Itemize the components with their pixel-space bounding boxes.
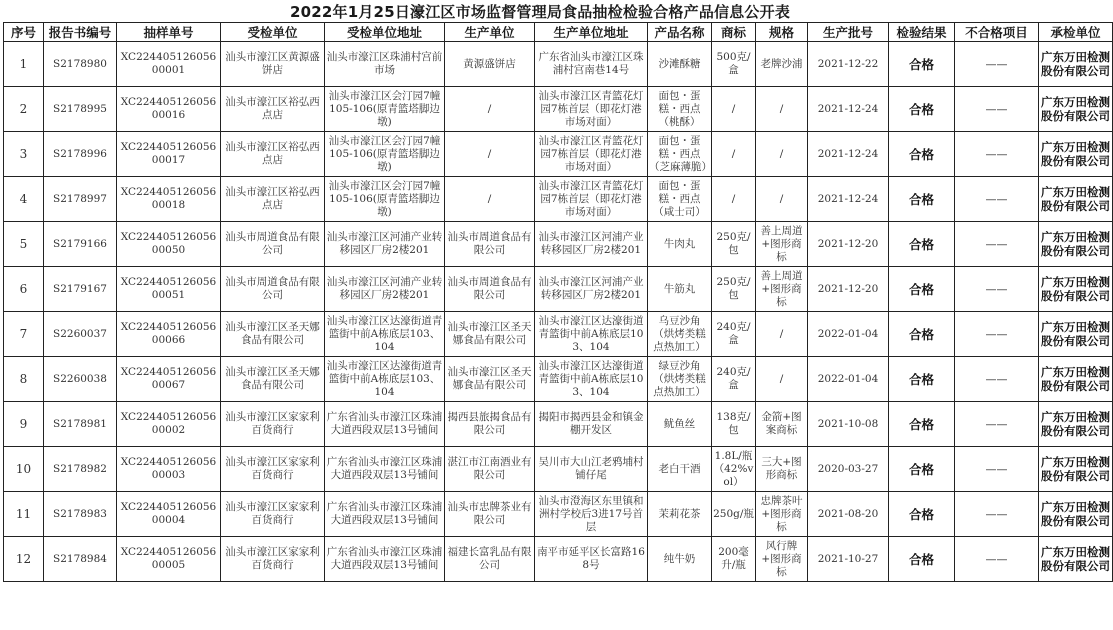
cell-product-name: 面包・蛋糕・西点（咸士司） [648, 177, 712, 222]
cell-batch-date: 2021-12-20 [808, 267, 889, 312]
cell-spec: 善上周道+图形商标 [756, 222, 808, 267]
cell-batch-date: 2022-01-04 [808, 312, 889, 357]
table-row [4, 177, 1113, 222]
cell-brand: 250克/包 [712, 222, 756, 267]
cell-brand: 138克/包 [712, 402, 756, 447]
cell-sample-no: XC22440512605600066 [117, 312, 221, 357]
cell-batch-date: 2021-10-08 [808, 402, 889, 447]
cell-inspected-unit: 汕头市濠江区裕弘西点店 [221, 177, 325, 222]
cell-product-name: 老白干酒 [648, 447, 712, 492]
cell-manufacturer-address: 汕头市濠江区青篮花灯园7栋首层（即花灯港市场对面） [535, 177, 648, 222]
cell-row-index: 2 [4, 87, 44, 132]
header-row [4, 23, 1113, 42]
cell-fail-items: —— [955, 132, 1039, 177]
cell-lab: 广东万田检测股份有限公司 [1039, 267, 1113, 312]
cell-batch-date: 2021-08-20 [808, 492, 889, 537]
cell-inspected-unit: 汕头市濠江区裕弘西点店 [221, 87, 325, 132]
cell-fail-items: —— [955, 222, 1039, 267]
cell-inspected-address: 汕头市濠江区达濠街道青篮街中前A栋底层103、104 [325, 312, 445, 357]
cell-sample-no: XC22440512605600005 [117, 537, 221, 582]
cell-batch-date: 2021-12-24 [808, 132, 889, 177]
cell-manufacturer-address: 汕头市濠江区河浦产业转移园区厂房2楼201 [535, 222, 648, 267]
cell-batch-date: 2021-10-27 [808, 537, 889, 582]
table-title: 2022年1月25日濠江区市场监督管理局食品抽检检验合格产品信息公开表 [289, 3, 791, 21]
cell-manufacturer-address: 广东省汕头市濠江区珠浦村宫南巷14号 [535, 42, 648, 87]
table-row [4, 537, 1113, 582]
cell-product-name: 面包・蛋糕・西点（芝麻薄脆） [648, 132, 712, 177]
cell-result: 合格 [889, 177, 955, 222]
cell-batch-date: 2020-03-27 [808, 447, 889, 492]
cell-row-index: 5 [4, 222, 44, 267]
inspection-table [3, 22, 1113, 582]
cell-manufacturer: 汕头市周道食品有限公司 [445, 222, 535, 267]
cell-fail-items: —— [955, 402, 1039, 447]
table-row [4, 447, 1113, 492]
cell-inspected-address: 广东省汕头市濠江区珠浦大道西段双层13号铺间 [325, 447, 445, 492]
cell-inspected-address: 汕头市濠江区会汀园7幢105-106(原青篮塔脚边墩) [325, 87, 445, 132]
cell-product-name: 乌豆沙角（烘烤类糕点热加工） [648, 312, 712, 357]
cell-batch-date: 2021-12-24 [808, 177, 889, 222]
cell-result: 合格 [889, 402, 955, 447]
cell-manufacturer: 汕头市周道食品有限公司 [445, 267, 535, 312]
cell-spec: 风行牌+图形商标 [756, 537, 808, 582]
cell-product-name: 茉莉花茶 [648, 492, 712, 537]
cell-inspected-unit: 汕头市濠江区家家利百货商行 [221, 492, 325, 537]
cell-manufacturer: 黄源盛饼店 [445, 42, 535, 87]
cell-product-name: 牛筋丸 [648, 267, 712, 312]
cell-fail-items: —— [955, 537, 1039, 582]
cell-result: 合格 [889, 222, 955, 267]
table-row [4, 132, 1113, 177]
cell-fail-items: —— [955, 312, 1039, 357]
cell-brand: / [712, 177, 756, 222]
cell-manufacturer: 福建长富乳品有限公司 [445, 537, 535, 582]
cell-manufacturer: 汕头市濠江区圣天娜食品有限公司 [445, 312, 535, 357]
cell-spec: 善上周道+图形商标 [756, 267, 808, 312]
cell-result: 合格 [889, 537, 955, 582]
cell-lab: 广东万田检测股份有限公司 [1039, 177, 1113, 222]
cell-result: 合格 [889, 267, 955, 312]
cell-manufacturer-address: 揭阳市揭西县金和镇金棚开发区 [535, 402, 648, 447]
cell-row-index: 12 [4, 537, 44, 582]
cell-inspected-address: 汕头市濠江区珠浦村宫前市场 [325, 42, 445, 87]
cell-manufacturer-address: 汕头市濠江区青篮花灯园7栋首层（即花灯港市场对面） [535, 87, 648, 132]
cell-manufacturer: 湛江市江南酒业有限公司 [445, 447, 535, 492]
cell-inspected-unit: 汕头市濠江区圣天娜食品有限公司 [221, 312, 325, 357]
header-col-lab: 承检单位 [1039, 23, 1113, 42]
cell-fail-items: —— [955, 492, 1039, 537]
cell-lab: 广东万田检测股份有限公司 [1039, 402, 1113, 447]
cell-brand: 250g/瓶 [712, 492, 756, 537]
table-row [4, 492, 1113, 537]
header-col-manufacturer: 生产单位 [445, 23, 535, 42]
cell-manufacturer-address: 汕头市濠江区青篮花灯园7栋首层（即花灯港市场对面） [535, 132, 648, 177]
cell-result: 合格 [889, 132, 955, 177]
cell-lab: 广东万田检测股份有限公司 [1039, 42, 1113, 87]
cell-lab: 广东万田检测股份有限公司 [1039, 132, 1113, 177]
cell-sample-no: XC22440512605600004 [117, 492, 221, 537]
table-row [4, 222, 1113, 267]
cell-report-no: S2260038 [44, 357, 117, 402]
table-row [4, 357, 1113, 402]
cell-report-no: S2178984 [44, 537, 117, 582]
cell-manufacturer: 揭西县旅揭食品有限公司 [445, 402, 535, 447]
cell-sample-no: XC22440512605600002 [117, 402, 221, 447]
cell-sample-no: XC22440512605600017 [117, 132, 221, 177]
cell-spec: / [756, 357, 808, 402]
cell-batch-date: 2021-12-24 [808, 87, 889, 132]
cell-fail-items: —— [955, 357, 1039, 402]
cell-manufacturer-address: 汕头市濠江区达濠街道青篮街中前A栋底层103、104 [535, 357, 648, 402]
table-row [4, 312, 1113, 357]
cell-manufacturer: / [445, 87, 535, 132]
cell-spec: 忠牌茶叶+图形商标 [756, 492, 808, 537]
cell-manufacturer-address: 吴川市大山江老鸦埔村铺仔尾 [535, 447, 648, 492]
cell-report-no: S2179167 [44, 267, 117, 312]
cell-inspected-address: 汕头市濠江区河浦产业转移园区厂房2楼201 [325, 222, 445, 267]
cell-brand: / [712, 87, 756, 132]
cell-report-no: S2178995 [44, 87, 117, 132]
cell-manufacturer: / [445, 177, 535, 222]
cell-report-no: S2178982 [44, 447, 117, 492]
cell-row-index: 6 [4, 267, 44, 312]
cell-report-no: S2178997 [44, 177, 117, 222]
table-row [4, 402, 1113, 447]
cell-lab: 广东万田检测股份有限公司 [1039, 537, 1113, 582]
table-body [4, 42, 1113, 582]
cell-manufacturer: / [445, 132, 535, 177]
cell-sample-no: XC22440512605600051 [117, 267, 221, 312]
cell-product-name: 鱿鱼丝 [648, 402, 712, 447]
cell-sample-no: XC22440512605600018 [117, 177, 221, 222]
cell-fail-items: —— [955, 447, 1039, 492]
cell-fail-items: —— [955, 87, 1039, 132]
cell-brand: 240克/盒 [712, 357, 756, 402]
cell-inspected-unit: 汕头市周道食品有限公司 [221, 267, 325, 312]
cell-result: 合格 [889, 447, 955, 492]
cell-inspected-unit: 汕头市濠江区黄源盛饼店 [221, 42, 325, 87]
cell-lab: 广东万田检测股份有限公司 [1039, 87, 1113, 132]
cell-brand: 500克/盒 [712, 42, 756, 87]
cell-sample-no: XC22440512605600001 [117, 42, 221, 87]
cell-row-index: 10 [4, 447, 44, 492]
cell-manufacturer: 汕头市忠牌茶业有限公司 [445, 492, 535, 537]
cell-fail-items: —— [955, 267, 1039, 312]
cell-brand: / [712, 132, 756, 177]
header-col-index: 序号 [4, 23, 44, 42]
table-row [4, 267, 1113, 312]
cell-row-index: 3 [4, 132, 44, 177]
cell-result: 合格 [889, 87, 955, 132]
cell-inspected-unit: 汕头市濠江区家家利百货商行 [221, 402, 325, 447]
cell-row-index: 4 [4, 177, 44, 222]
cell-row-index: 8 [4, 357, 44, 402]
cell-lab: 广东万田检测股份有限公司 [1039, 312, 1113, 357]
header-col-product-name: 产品名称 [648, 23, 712, 42]
cell-sample-no: XC22440512605600067 [117, 357, 221, 402]
cell-result: 合格 [889, 312, 955, 357]
cell-report-no: S2178980 [44, 42, 117, 87]
cell-row-index: 1 [4, 42, 44, 87]
header-col-sample-no: 抽样单号 [117, 23, 221, 42]
cell-sample-no: XC22440512605600003 [117, 447, 221, 492]
cell-row-index: 9 [4, 402, 44, 447]
cell-inspected-address: 广东省汕头市濠江区珠浦大道西段双层13号铺间 [325, 492, 445, 537]
header-col-fail-items: 不合格项目 [955, 23, 1039, 42]
cell-report-no: S2179166 [44, 222, 117, 267]
cell-manufacturer-address: 汕头市濠江区达濠街道青篮街中前A栋底层103、104 [535, 312, 648, 357]
cell-lab: 广东万田检测股份有限公司 [1039, 222, 1113, 267]
cell-batch-date: 2021-12-20 [808, 222, 889, 267]
cell-inspected-address: 汕头市濠江区河浦产业转移园区厂房2楼201 [325, 267, 445, 312]
cell-lab: 广东万田检测股份有限公司 [1039, 492, 1113, 537]
cell-product-name: 牛肉丸 [648, 222, 712, 267]
cell-inspected-address: 汕头市濠江区达濠街道青篮街中前A栋底层103、104 [325, 357, 445, 402]
cell-fail-items: —— [955, 42, 1039, 87]
cell-brand: 200毫升/瓶 [712, 537, 756, 582]
cell-spec: / [756, 177, 808, 222]
cell-inspected-unit: 汕头市周道食品有限公司 [221, 222, 325, 267]
cell-product-name: 绿豆沙角（烘烤类糕点热加工） [648, 357, 712, 402]
header-col-manufacturer-address: 生产单位地址 [535, 23, 648, 42]
cell-batch-date: 2022-01-04 [808, 357, 889, 402]
cell-inspected-unit: 汕头市濠江区家家利百货商行 [221, 537, 325, 582]
cell-inspected-address: 广东省汕头市濠江区珠浦大道西段双层13号铺间 [325, 402, 445, 447]
table-row [4, 42, 1113, 87]
cell-inspected-unit: 汕头市濠江区裕弘西点店 [221, 132, 325, 177]
cell-manufacturer-address: 汕头市澄海区东里镇和洲村学校后3进17号首层 [535, 492, 648, 537]
cell-report-no: S2178981 [44, 402, 117, 447]
cell-spec: / [756, 87, 808, 132]
cell-inspected-address: 汕头市濠江区会汀园7幢105-106(原青篮塔脚边墩) [325, 177, 445, 222]
cell-product-name: 纯牛奶 [648, 537, 712, 582]
cell-inspected-address: 汕头市濠江区会汀园7幢105-106(原青篮塔脚边墩) [325, 132, 445, 177]
cell-row-index: 11 [4, 492, 44, 537]
cell-inspected-unit: 汕头市濠江区圣天娜食品有限公司 [221, 357, 325, 402]
header-col-result: 检验结果 [889, 23, 955, 42]
cell-result: 合格 [889, 492, 955, 537]
cell-manufacturer: 汕头市濠江区圣天娜食品有限公司 [445, 357, 535, 402]
cell-inspected-address: 广东省汕头市濠江区珠浦大道西段双层13号铺间 [325, 537, 445, 582]
cell-inspected-unit: 汕头市濠江区家家利百货商行 [221, 447, 325, 492]
cell-product-name: 沙滩酥糖 [648, 42, 712, 87]
cell-fail-items: —— [955, 177, 1039, 222]
cell-brand: 240克/盒 [712, 312, 756, 357]
header-col-spec: 规格 [756, 23, 808, 42]
cell-product-name: 面包・蛋糕・西点（桃酥） [648, 87, 712, 132]
cell-spec: / [756, 312, 808, 357]
table-row [4, 87, 1113, 132]
header-col-inspected-address: 受检单位地址 [325, 23, 445, 42]
cell-result: 合格 [889, 42, 955, 87]
cell-lab: 广东万田检测股份有限公司 [1039, 447, 1113, 492]
cell-batch-date: 2021-12-22 [808, 42, 889, 87]
cell-spec: / [756, 132, 808, 177]
cell-manufacturer-address: 汕头市濠江区河浦产业转移园区厂房2楼201 [535, 267, 648, 312]
cell-report-no: S2178983 [44, 492, 117, 537]
header-col-brand: 商标 [712, 23, 756, 42]
header-col-batch: 生产批号 [808, 23, 889, 42]
cell-report-no: S2260037 [44, 312, 117, 357]
cell-lab: 广东万田检测股份有限公司 [1039, 357, 1113, 402]
cell-result: 合格 [889, 357, 955, 402]
cell-sample-no: XC22440512605600016 [117, 87, 221, 132]
cell-sample-no: XC22440512605600050 [117, 222, 221, 267]
cell-brand: 1.8L/瓶（42%vol） [712, 447, 756, 492]
cell-spec: 三大+图形商标 [756, 447, 808, 492]
header-col-report-no: 报告书编号 [44, 23, 117, 42]
cell-spec: 老牌沙浦 [756, 42, 808, 87]
cell-brand: 250克/包 [712, 267, 756, 312]
cell-report-no: S2178996 [44, 132, 117, 177]
cell-row-index: 7 [4, 312, 44, 357]
cell-spec: 金箭+图案商标 [756, 402, 808, 447]
cell-manufacturer-address: 南平市延平区长富路168号 [535, 537, 648, 582]
header-col-inspected-unit: 受检单位 [221, 23, 325, 42]
